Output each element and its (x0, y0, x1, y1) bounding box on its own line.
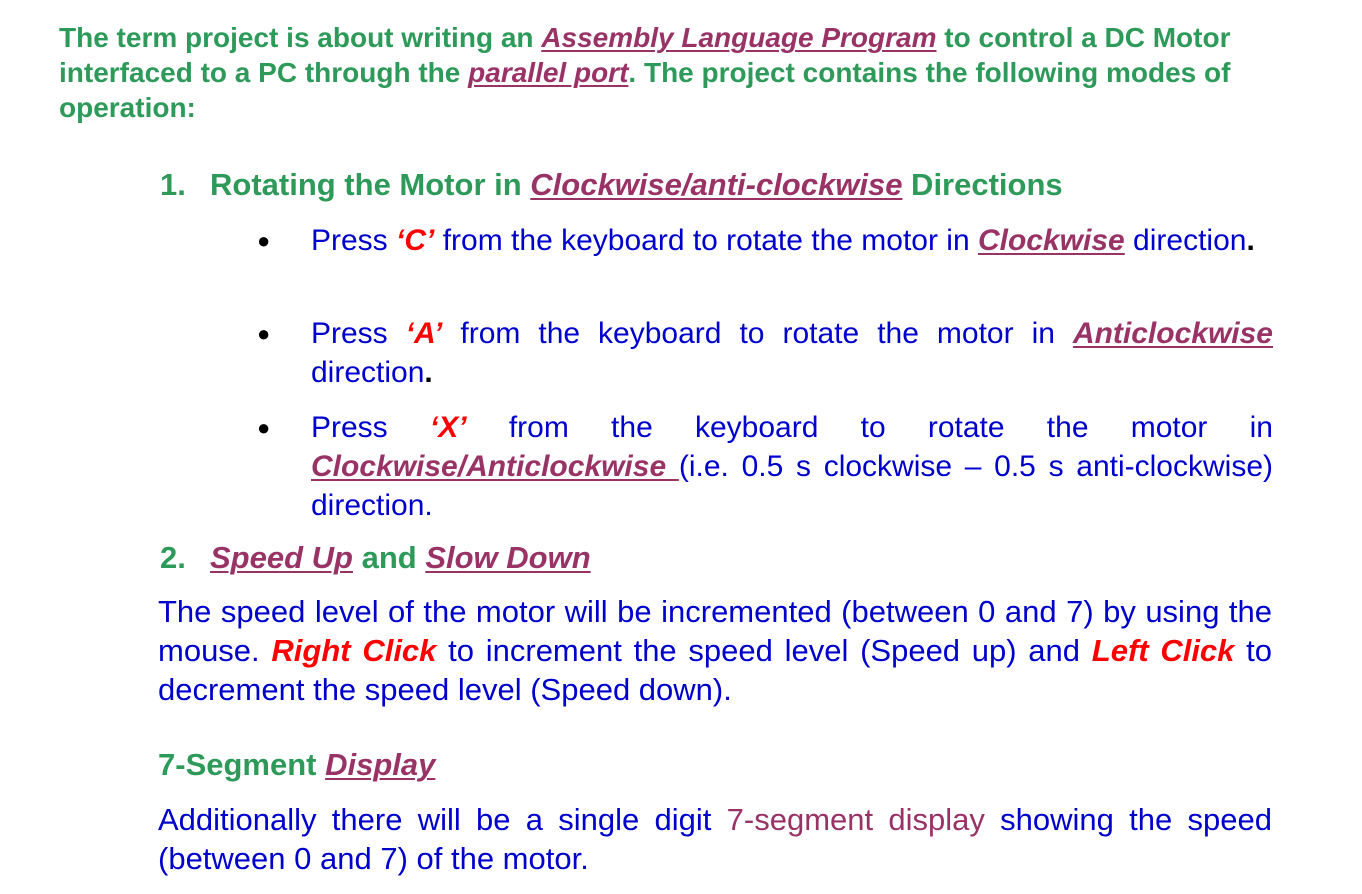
bullet-dot-icon: ● (257, 228, 271, 253)
speed-up-term: Speed Up (210, 540, 353, 575)
key-c: ‘C’ (396, 224, 435, 257)
bullet-text (311, 408, 1273, 525)
anticlockwise-term: Anticlockwise (1072, 317, 1273, 350)
bullet-text-1: Press (311, 317, 406, 350)
bullet-dot-icon: ● (257, 321, 271, 346)
display-paragraph (158, 800, 1272, 878)
left-click-term: Left Click (1091, 633, 1235, 668)
bullet-end: . (1246, 224, 1255, 257)
bullet-text-3: direction (1124, 224, 1247, 257)
clockwise-anticlockwise-term: Clockwise/anti-clockwise (530, 167, 903, 202)
section-2-mid: and (352, 540, 426, 575)
bullet-item-x (257, 408, 1273, 525)
bullet-text (311, 221, 1273, 260)
display-text-2: showing the speed (between 0 and 7) of the motor. (158, 802, 1272, 876)
speed-text-3: to decrement the speed level (Speed down). (158, 633, 1273, 707)
section-1-number: 1. (160, 167, 186, 202)
section-3-heading (158, 746, 435, 784)
bullet-text (311, 314, 1273, 392)
right-click-term: Right Click (271, 633, 437, 668)
key-x: ‘X’ (429, 411, 467, 444)
clockwise-anticlockwise-mode-term: Clockwise/Anticlockwise (311, 450, 679, 483)
clockwise-term: Clockwise (977, 224, 1125, 257)
speed-text-2: to increment the speed level (Speed up) and (436, 633, 1092, 668)
section-2-number: 2. (160, 540, 186, 575)
bullet-text-2: from the keyboard to rotate the motor in (434, 224, 978, 257)
bullet-text-2: from the keyboard to rotate the motor in (442, 317, 1073, 350)
section-1-heading (160, 166, 1063, 204)
display-text-1: Additionally there will be a single digit (158, 802, 727, 837)
seven-segment-term: 7-segment display (726, 802, 985, 837)
bullet-text-3: (i.e. 0.5 s clockwise – 0.5 s anti-clockwise) direction. (311, 450, 1273, 522)
bullet-item-c (257, 221, 1273, 260)
key-a: ‘A’ (405, 317, 443, 350)
parallel-port-term: parallel port (468, 57, 629, 88)
intro-paragraph (59, 20, 1289, 125)
bullet-text-2: from the keyboard to rotate the motor in (466, 411, 1273, 444)
slow-down-term: Slow Down (425, 540, 591, 575)
section-1-text-1: Rotating the Motor in (210, 167, 531, 202)
section-1-text-2: Directions (902, 167, 1063, 202)
section-2-heading (160, 539, 591, 577)
bullet-item-a (257, 314, 1273, 392)
assembly-language-program-term: Assembly Language Program (541, 22, 937, 53)
bullet-dot-icon: ● (257, 415, 271, 440)
display-term: Display (325, 747, 436, 782)
bullet-end: . (424, 356, 433, 389)
intro-text-2: to control a DC Motor interfaced to a PC through the (59, 22, 1231, 88)
speed-paragraph (158, 592, 1272, 709)
intro-text-3: . The project contains the following modes of operation: (59, 57, 1231, 123)
bullet-text-1: Press (311, 224, 397, 257)
section-3-text: 7-Segment (158, 747, 326, 782)
bullet-text-3: direction (311, 356, 425, 389)
intro-text-1: The term project is about writing an (59, 22, 542, 53)
speed-text-1: The speed level of the motor will be incremented (between 0 and 7) by using the mouse. (158, 594, 1272, 668)
bullet-text-1: Press (311, 411, 430, 444)
